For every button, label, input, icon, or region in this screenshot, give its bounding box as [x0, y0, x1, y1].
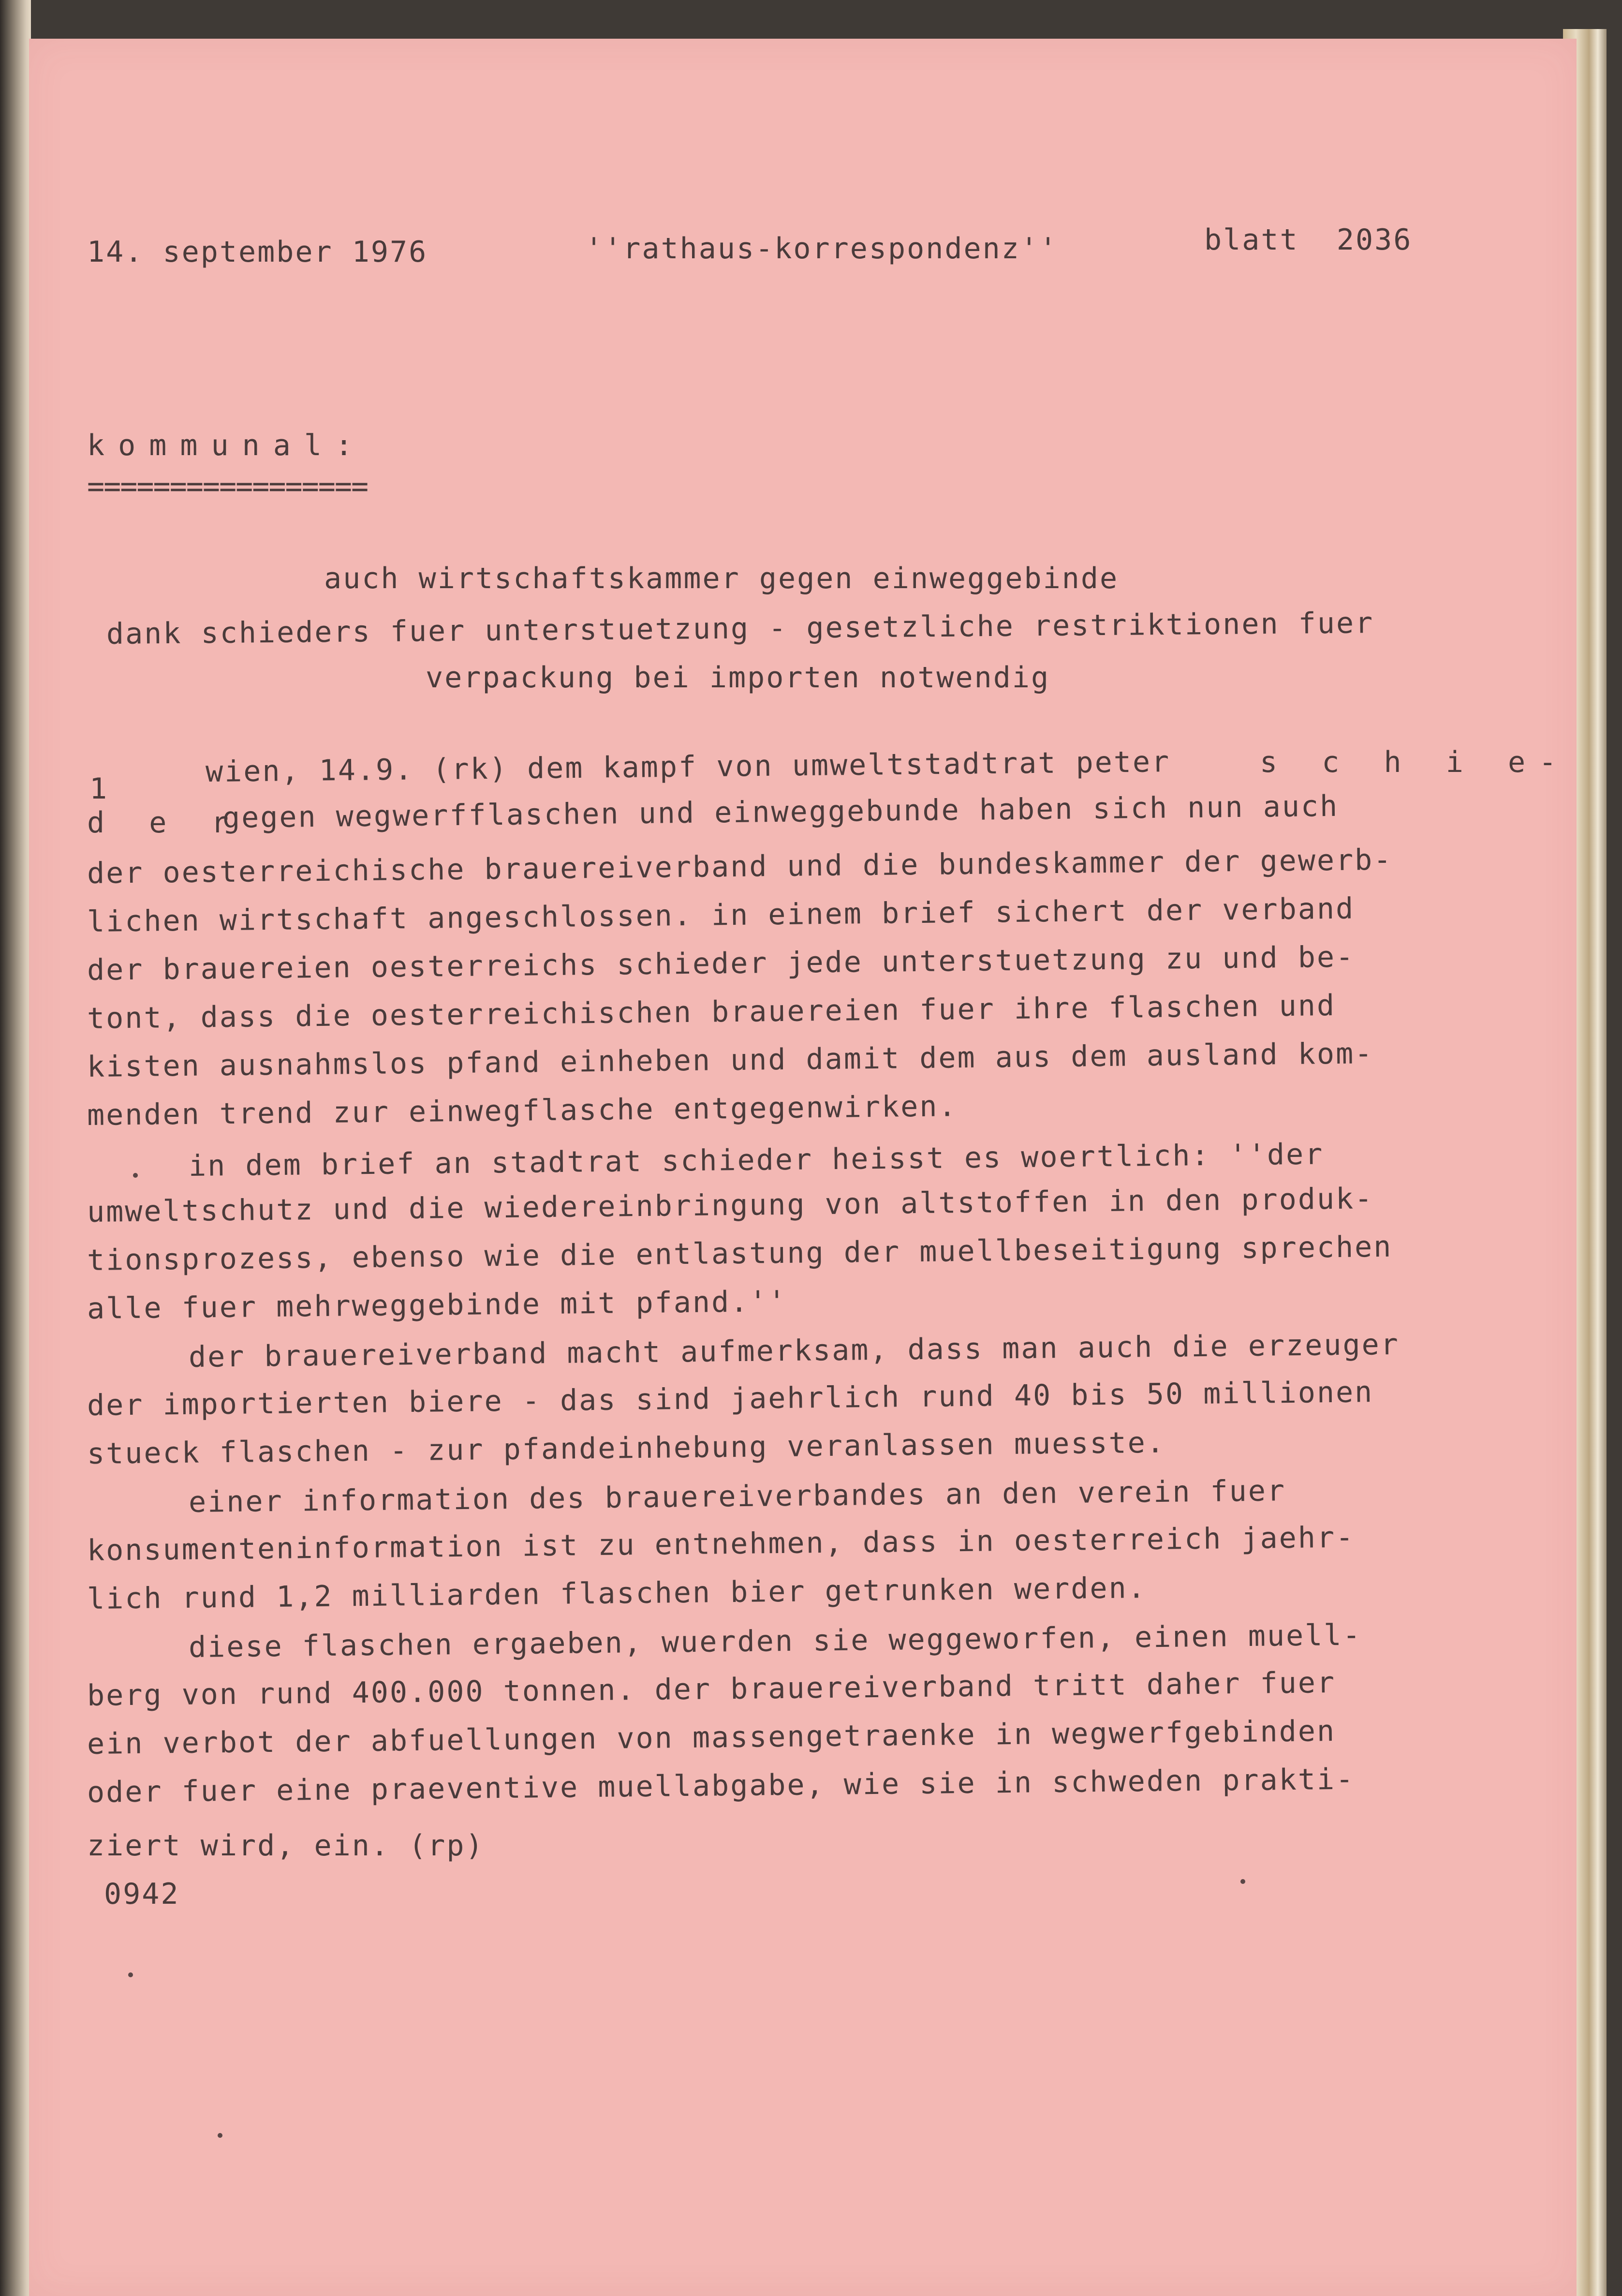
- paper-speck: [128, 1972, 133, 1977]
- article-line: der brauereiverband macht aufmerksam, dass man auch die erzeuger: [188, 1327, 1400, 1374]
- header-date: 14. september 1976: [87, 235, 428, 269]
- article-line: der brauereien oesterreichs schieder jede unterstuetzung zu und be-: [87, 940, 1355, 987]
- article-line: kisten ausnahmslos pfand einheben und damit dem aus dem ausland kom-: [87, 1037, 1374, 1084]
- header-publication: ''rathaus-korrespondenz'': [585, 232, 1059, 266]
- section-title: kommunal:: [87, 429, 367, 462]
- headline-line-3: verpackung bei importen notwendig: [426, 661, 1050, 695]
- paper-speck: [1240, 1879, 1245, 1884]
- headline-line-2: dank schieders fuer unterstuetzung - gesetzliche restriktionen fuer: [106, 606, 1374, 651]
- article-line: lich rund 1,2 milliarden flaschen bier getrunken werden.: [87, 1571, 1147, 1616]
- article-line: konsumenteninformation ist zu entnehmen, dass in oesterreich jaehr-: [87, 1520, 1355, 1568]
- article-line: alle fuer mehrweggebinde mit pfand.'': [87, 1284, 787, 1326]
- article-line: stueck flaschen - zur pfandeinhebung veranlassen muesste.: [87, 1425, 1166, 1471]
- binding-shadow: [0, 0, 31, 2296]
- article-line: gegen wegwerfflaschen und einweggebunde haben sich nun auch: [222, 789, 1339, 835]
- article-line: umweltschutz und die wiedereinbringung von altstoffen in den produk-: [87, 1182, 1374, 1229]
- article-line: ziert wird, ein. (rp): [87, 1829, 485, 1863]
- article-line: lichen wirtschaft angeschlossen. in einem brief sichert der verband: [87, 891, 1355, 939]
- headline-line-1: auch wirtschaftskammer gegen einweggebinde: [324, 562, 1119, 595]
- header-sheet-number: blatt 2036: [1204, 223, 1413, 257]
- article-line: s c h i e-: [1260, 745, 1570, 779]
- article-line: der oesterreichische brauereiverband und die bundeskammer der gewerb-: [87, 843, 1393, 890]
- article-line: einer information des brauereiverbandes an den verein fuer: [188, 1474, 1286, 1519]
- article-code: 0942: [104, 1877, 180, 1911]
- article-line: d e r: [87, 806, 242, 840]
- article-line: wien, 14.9. (rk) dem kampf von umweltstadtrat peter: [205, 745, 1171, 789]
- article-line: menden trend zur einwegflasche entgegenwirken.: [87, 1089, 958, 1132]
- article-line: berg von rund 400.000 tonnen. der brauereiverband tritt daher fuer: [87, 1665, 1336, 1713]
- article-line: tionsprozess, ebenso wie die entlastung der muellbeseitigung sprechen: [87, 1229, 1393, 1277]
- article-line: tont, dass die oesterreichischen brauereien fuer ihre flaschen und: [87, 988, 1336, 1036]
- paper-speck: [133, 1173, 138, 1178]
- article-line: der importierten biere - das sind jaehrlich rund 40 bis 50 millionen: [87, 1375, 1374, 1422]
- article-line: diese flaschen ergaeben, wuerden sie weggeworfen, einen muell-: [188, 1618, 1362, 1664]
- article-number: 1: [89, 772, 109, 806]
- article-line: ein verbot der abfuellungen von massengetraenke in wegwerfgebinden: [87, 1714, 1336, 1761]
- article-line: in dem brief an stadtrat schieder heisst es woertlich: ''der: [188, 1137, 1324, 1183]
- document-sheet: [29, 39, 1577, 2296]
- article-line: oder fuer eine praeventive muellabgabe, wie sie in schweden prakti-: [87, 1762, 1355, 1809]
- section-underline: =================: [87, 470, 368, 504]
- paper-speck: [218, 2133, 222, 2138]
